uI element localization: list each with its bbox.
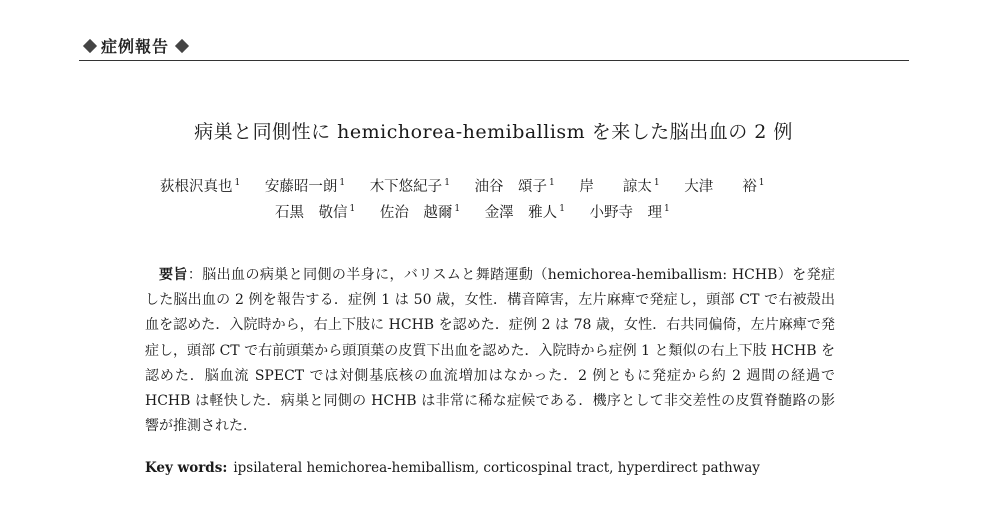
abstract-label: 要旨 xyxy=(159,267,188,283)
author-affiliation: 1 xyxy=(444,178,450,188)
abstract-text: ：脳出血の病巣と同側の半身に，バリスムと舞踏運動（hemichorea-hemiballism: HCHB）を発症した脳出血の 2 例を報告する．症例 1 は 50 歳，女性．構音障害，左片麻痺で発症し，頭部 CT で右被殻出血を認めた．入院時から，右上下肢に HCHB を認めた．症例 2 は 78 歳，女性．右共同偏倚，左片麻痺で発症し，頭部 CT で右前頭葉から頭頂葉の皮質下出血を認めた．入院時から症例 1 と類似の右上下肢 HCHB を認めた．脳血流 SPECT では対側基底核の血流増加はなかった．2 例ともに発症から約 2 週間の経過で HCHB は軽快した．病巣と同側の HCHB は非常に稀な症候である．機序として非交差性の皮質脊髄路の影響が推測された． xyxy=(145,267,835,435)
header-rule xyxy=(79,60,909,61)
keywords-label: Key words: xyxy=(145,460,228,476)
diamond-right-icon xyxy=(175,39,189,53)
author-name: 荻根沢真也 xyxy=(160,179,233,195)
author-name: 佐治 越爾 xyxy=(379,205,453,221)
author-name: 安藤昭一朗 xyxy=(264,179,338,195)
abstract xyxy=(145,263,835,439)
author-affiliation: 1 xyxy=(349,204,356,214)
authors-line-1 xyxy=(160,175,860,196)
author-affiliation: 1 xyxy=(664,204,670,214)
authors-line-2 xyxy=(275,201,975,222)
author xyxy=(684,175,764,196)
author xyxy=(475,175,555,196)
section-tag xyxy=(81,34,193,57)
author-name: 石黒 敬信 xyxy=(275,205,348,221)
author-affiliation: 1 xyxy=(339,178,346,188)
author-name: 油谷 頌子 xyxy=(474,179,548,195)
author-name: 大津 裕 xyxy=(684,179,757,195)
author-affiliation: 1 xyxy=(549,178,555,188)
author xyxy=(380,201,460,222)
author-affiliation: 1 xyxy=(653,178,660,188)
author-name: 木下悠紀子 xyxy=(369,179,443,195)
author xyxy=(160,175,240,196)
author xyxy=(579,175,659,196)
author-name: 岸 諒太 xyxy=(579,179,652,195)
section-label: 症例報告 xyxy=(101,37,170,56)
author xyxy=(275,201,355,222)
author xyxy=(485,201,565,222)
author-affiliation: 1 xyxy=(454,204,461,214)
keywords xyxy=(145,460,760,476)
author xyxy=(370,175,450,196)
author-affiliation: 1 xyxy=(234,178,241,188)
author-affiliation: 1 xyxy=(758,178,765,188)
author-affiliation: 1 xyxy=(559,204,565,214)
keywords-text: ipsilateral hemichorea-hemiballism, corticospinal tract, hyperdirect pathway xyxy=(233,460,760,476)
author xyxy=(590,201,670,222)
article-title: 病巣と同側性に hemichorea-hemiballism を来した脳出血の 2 例 xyxy=(194,121,793,143)
author-name: 金澤 雅人 xyxy=(484,205,558,221)
diamond-left-icon xyxy=(83,39,97,53)
author xyxy=(265,175,345,196)
author-name: 小野寺 理 xyxy=(589,205,663,221)
